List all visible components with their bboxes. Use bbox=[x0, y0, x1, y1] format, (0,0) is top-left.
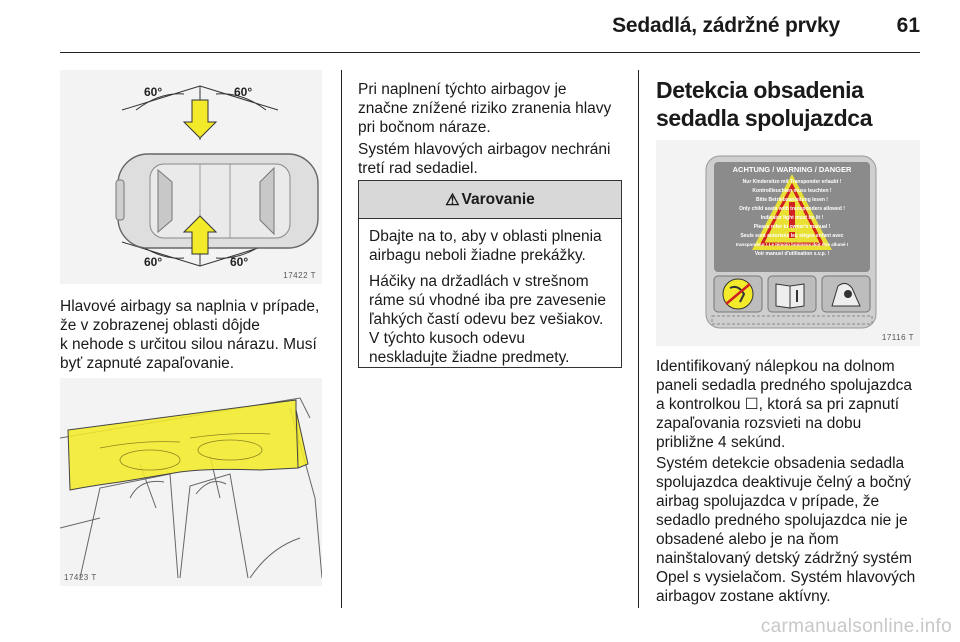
angle-label-top-left: 60° bbox=[144, 85, 163, 99]
figure-code: 17422 T bbox=[283, 271, 316, 280]
warning-header bbox=[359, 181, 621, 219]
watermark: carmanualsonline.info bbox=[760, 616, 952, 637]
figure-airbag-zones bbox=[60, 70, 322, 284]
warning-title: Varovanie bbox=[461, 190, 535, 208]
svg-text:transpondeur ! Le témoin lumin: transpondeur ! Le témoin lumineux doit être allumé ! bbox=[735, 242, 849, 247]
page-header-title: Sedadlá, zádržné prvky bbox=[612, 14, 840, 37]
angle-label-top-right: 60° bbox=[234, 85, 253, 99]
figure-code: 17116 T bbox=[881, 333, 914, 342]
col2-paragraph-2: Systém hlavových airbagov nechráni tretí rad sedadiel. bbox=[358, 141, 611, 177]
svg-text:Seuls sont autorisés les siège: Seuls sont autorisés les sièges enfant avec bbox=[740, 233, 844, 239]
warning-paragraph-1: Dbajte na to, aby v oblasti plnenia airbagu neboli žiadne prekážky. bbox=[369, 228, 602, 264]
column-divider-2 bbox=[638, 70, 639, 608]
warning-body bbox=[359, 219, 621, 367]
page-number: 61 bbox=[896, 14, 920, 37]
svg-text:Bitte Betriebsanleitung lesen: Bitte Betriebsanleitung lesen ! bbox=[756, 197, 828, 203]
col1-paragraph-1: Hlavové airbagy sa naplnia v prípade, že v zobrazenej oblasti dôjde k nehode s určitou silou nárazu. Musí byť zapnuté zapaľovanie. bbox=[60, 298, 320, 372]
angle-label-bottom-right: 60° bbox=[230, 255, 249, 269]
svg-text:Nur Kindersitze mit Transponde: Nur Kindersitze mit Transponder erlaubt ! bbox=[742, 179, 842, 185]
figure-code: 17423 T bbox=[64, 573, 97, 582]
col2-paragraph-1: Pri naplnení týchto airbagov je značne znížené riziko zranenia hlavy pri bočnom náraze. bbox=[358, 81, 612, 136]
svg-text:Please refer to owner's manual: Please refer to owner's manual ! bbox=[753, 224, 831, 230]
warning-box bbox=[358, 180, 622, 368]
column-divider-1 bbox=[341, 70, 342, 608]
svg-text:ACHTUNG / WARNING / DANGER: ACHTUNG / WARNING / DANGER bbox=[732, 165, 852, 174]
svg-text:Voir manuel d'utilisation s.v.: Voir manuel d'utilisation s.v.p. ! bbox=[754, 251, 830, 257]
col3-paragraph-2: Systém detekcie obsadenia sedadla spolujazdca deaktivuje čelný a bočný airbag spolujazdca v prípade, že sedadlo predného spolujazdca nie je obsadené alebo je na ňom nainštalovaný detský zádržný systém Opel s vysielačom. Systém hlavových airbagov zostane aktívny. bbox=[656, 455, 916, 605]
sticker-diagram bbox=[656, 140, 920, 346]
header-divider bbox=[60, 52, 920, 53]
section-title: Detekcia obsadenia sedadla spolujazdca bbox=[656, 77, 873, 131]
car-top-view-diagram bbox=[60, 70, 322, 284]
angle-label-bottom-left: 60° bbox=[144, 255, 163, 269]
interior-diagram bbox=[60, 378, 322, 586]
warning-paragraph-2: Háčiky na držadlách v strešnom ráme sú vhodné iba pre zavesenie ľahkých častí odevu bez vešiakov. V týchto kusoch odevu neskladujte žiadne predmety. bbox=[369, 273, 606, 366]
figure-head-airbag-interior bbox=[60, 378, 322, 586]
col3-paragraph-1: Identifikovaný nálepkou na dolnom paneli sedadla predného spolujazdca a kontrolkou ☐, ktorá sa pri zapnutí zapaľovania rozsvieti na dobu približne 4 sekúnd. bbox=[656, 358, 912, 451]
svg-text:Indicator light must be lit !: Indicator light must be lit ! bbox=[760, 215, 824, 221]
svg-text:Kontrollleuchten muss leuchten: Kontrollleuchten muss leuchten ! bbox=[752, 188, 832, 194]
warning-triangle-icon: ⚠ bbox=[445, 191, 460, 209]
svg-text:Only child seats with transpon: Only child seats with transponders allowed ! bbox=[739, 206, 845, 212]
figure-occupancy-sticker bbox=[656, 140, 920, 346]
